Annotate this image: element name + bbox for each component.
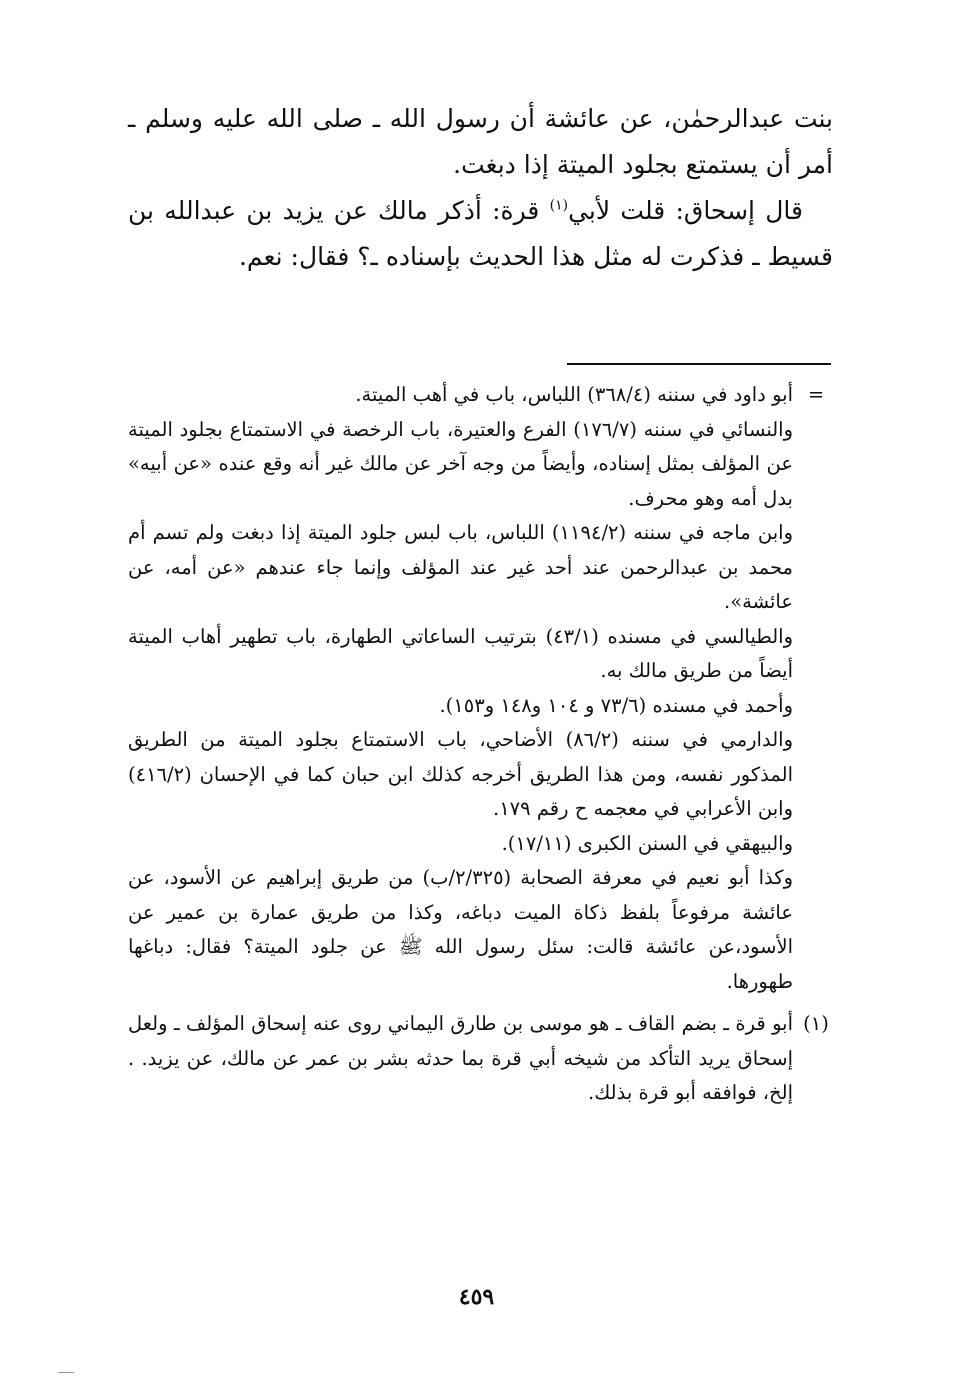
footnote-continuation: [128, 378, 833, 999]
main-paragraph-2: [128, 188, 833, 280]
page-number: ٤٥٩: [458, 1284, 495, 1310]
footnote-1: [128, 1007, 833, 1111]
scan-edge-mark: [58, 1372, 74, 1373]
footnote-1-text: أبو قرة ـ بضم القاف ـ هو موسى بن طارق اليماني روى عنه إسحاق المؤلف ـ ولعل إسحاق يريد التأكد من شيخه أبي قرة بما حدثه بشر بن عمر عن مالك، عن يزيد. . إلخ، فوافقه أبو قرة بذلك.: [128, 1012, 793, 1104]
footnote-line: والطيالسي في مسنده (٤٣/١) بترتيب الساعاتي الطهارة، باب تطهير أهاب الميتة أيضاً من طريق مالك به.: [128, 624, 793, 682]
footnote-line: والبيهقي في السنن الكبرى (١٧/١١).: [501, 831, 793, 855]
footnote-separator: [567, 363, 831, 365]
footnote-line: وأحمد في مسنده (٧٣/٦ و ١٠٤ و١٤٨ و١٥٣).: [439, 693, 793, 717]
footnote-line: وكذا أبو نعيم في معرفة الصحابة (٢/٣٢٥/ب) من طريق إبراهيم عن الأسود، عن عائشة مرفوعاً بلفظ ذكاة الميت دباغه، وكذا من طريق عمارة بن عمير عن الأسود،عن عائشة قالت: سئل رسول الله ﷺ عن جلود الميتة؟ فقال: دباغها طهورها.: [128, 866, 793, 993]
footnote-line: والنسائي في سننه (١٧٦/٧) الفرع والعتيرة، باب الرخصة في الاستمتاع بجلود الميتة عن المؤلف بمثل إسناده، وأيضاً من وجه آخر عن مالك غير أنه وقع عنده «عن أبيه» بدل أمه وهو محرف.: [128, 417, 793, 510]
main-paragraph-1: بنت عبدالرحمٰن، عن عائشة أن رسول الله ـ صلى الله عليه وسلم ـ أمر أن يستمتع بجلود الميتة إذا دبغت.: [128, 104, 833, 179]
footnote-line: أبو داود في سننه (٣٦٨/٤) اللباس، باب في أهب الميتة.: [355, 383, 793, 406]
footnote-line: والدارمي في سننه (٨٦/٢) الأضاحي، باب الاستمتاع بجلود الميتة من الطريق المذكور نفسه، ومن هذا الطريق أخرجه كذلك ابن حبان كما في الإحسان (٤١٦/٢) وابن الأعرابي في معجمه ح رقم ١٧٩.: [128, 728, 793, 820]
footnote-line: وابن ماجه في سننه (١١٩٤/٢) اللباس، باب لبس جلود الميتة إذا دبغت ولم تسم أم محمد بن عبدالرحمن عند أحد غير عند المؤلف وإنما جاء عندهم «عن أمه، عن عائشة».: [128, 521, 793, 613]
footnotes: [128, 378, 833, 1111]
main-text: [128, 96, 833, 280]
footnote-1-marker: (١): [803, 1012, 829, 1035]
continuation-marker: =: [807, 383, 825, 406]
main-paragraph-2-start: قال إسحاق: قلت لأبي: [568, 196, 803, 225]
footnote-reference-1[interactable]: (١): [549, 197, 569, 214]
main-paragraph-2-end: قرة: أذكر مالك عن يزيد بن عبدالله بن قسيط ـ فذكرت له مثل هذا الحديث بإسناده ـ؟ فقال: نعم.: [128, 196, 833, 271]
